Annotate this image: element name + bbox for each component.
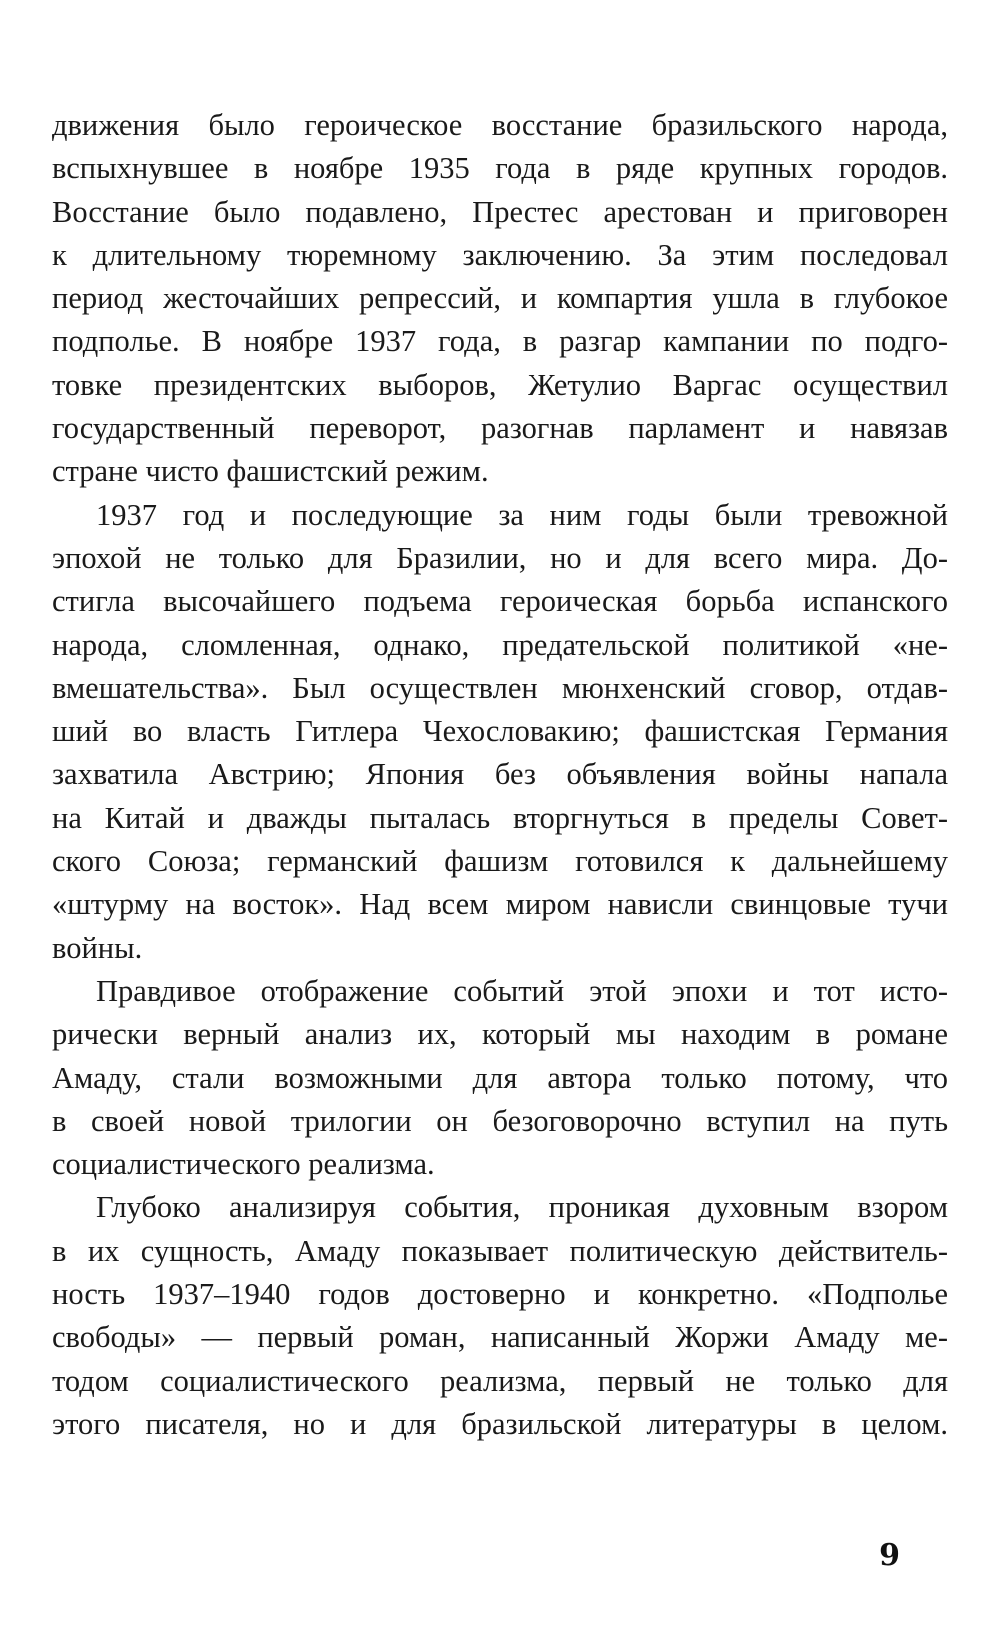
text-line: народа, сломленная, однако, предательской политикой «не- (52, 627, 948, 662)
text-line: тодом социалистического реализма, первый не только для (52, 1363, 948, 1398)
text-line: движения было героическое восстание бразильского народа, (52, 108, 948, 142)
text-line: Правдивое отображение событий этой эпохи и тот исто- (96, 973, 948, 1008)
text-line: Восстание было подавлено, Престес арестован и приговорен (52, 194, 948, 229)
text-line: «штурму на восток». Над всем миром нависли свинцовые тучи (52, 887, 948, 922)
paragraph (52, 970, 948, 1186)
text-line: товке президентских выборов, Жетулио Варгас осуществил (52, 367, 948, 402)
text-line: вмешательства». Был осуществлен мюнхенский сговор, отдав- (52, 670, 948, 705)
text-line: ший во власть Гитлера Чехословакию; фашистская Германия (52, 714, 948, 749)
page-number: 9 (879, 1538, 900, 1573)
text-line: на Китай и дважды пыталась вторгнуться в пределы Совет- (52, 800, 948, 835)
page-body (52, 104, 948, 1446)
text-line: этого писателя, но и для бразильской литературы в целом. (52, 1406, 948, 1441)
text-line: Амаду, стали возможными для автора только потому, что (52, 1060, 948, 1095)
text-line: стигла высочайшего подъема героическая борьба испанского (52, 584, 948, 619)
text-line: эпохой не только для Бразилии, но и для всего мира. До- (52, 540, 948, 575)
text-line: Глубоко анализируя события, проникая духовным взором (96, 1190, 948, 1225)
paragraph (52, 104, 948, 494)
text-line: захватила Австрию; Япония без объявления войны напала (52, 757, 948, 792)
paragraph (52, 494, 948, 970)
text-line: свободы» — первый роман, написанный Жоржи Амаду ме- (52, 1320, 948, 1355)
text-line: в своей новой трилогии он безоговорочно вступил на путь (52, 1103, 948, 1138)
text-line: вспыхнувшее в ноябре 1935 года в ряде крупных городов. (52, 151, 948, 186)
text-line: стране чисто фашистский режим. (52, 454, 489, 489)
text-line: 1937 год и последующие за ним годы были тревожной (96, 497, 948, 532)
text-line: рически верный анализ их, который мы находим в романе (52, 1017, 948, 1052)
text-line: государственный переворот, разогнав парламент и навязав (52, 411, 948, 446)
text-line: период жесточайших репрессий, и компартия ушла в глубокое (52, 281, 948, 316)
text-line: ского Союза; германский фашизм готовился к дальнейшему (52, 844, 948, 879)
text-line: подполье. В ноябре 1937 года, в разгар кампании по подго- (52, 324, 948, 359)
paragraph (52, 1186, 948, 1446)
text-line: ность 1937–1940 годов достоверно и конкретно. «Подполье (52, 1277, 948, 1312)
text-line: к длительному тюремному заключению. За этим последовал (52, 237, 948, 272)
text-line: в их сущность, Амаду показывает политическую действитель- (52, 1233, 948, 1268)
text-line: социалистического реализма. (52, 1147, 435, 1182)
text-line: войны. (52, 930, 143, 965)
